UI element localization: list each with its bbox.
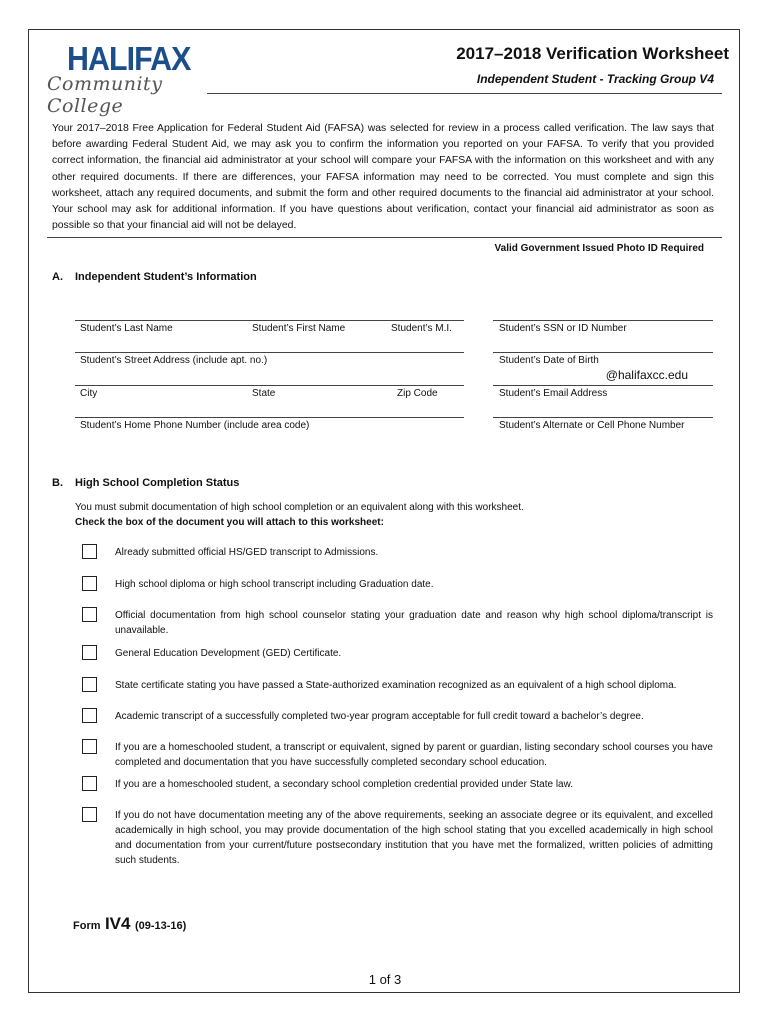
first-name-label: Student’s First Name <box>252 323 346 334</box>
page-number: 1 of 3 <box>368 972 402 987</box>
section-b-instruction: You must submit documentation of high school completion or an equivalent along with this worksheet. <box>75 502 524 513</box>
email-field-line[interactable] <box>493 385 713 386</box>
alt-phone-field-line[interactable] <box>493 417 713 418</box>
option-label: High school diploma or high school transcript including Graduation date. <box>115 579 434 590</box>
state-label: State <box>252 388 276 399</box>
form-code: IV4 <box>104 914 131 933</box>
zip-label: Zip Code <box>397 388 438 399</box>
address-label: Student’s Street Address (include apt. no.) <box>80 355 268 366</box>
address-field-line[interactable] <box>75 352 464 353</box>
option-label: If you are a homeschooled student, a secondary school completion credential provided under State law. <box>115 779 574 790</box>
section-a-letter: A. <box>52 271 63 283</box>
city-field-line[interactable] <box>75 385 464 386</box>
dob-field-line[interactable] <box>493 352 713 353</box>
email-domain-value: @halifaxcc.edu <box>605 368 688 382</box>
option-checkbox[interactable] <box>82 708 97 723</box>
last-name-label: Student’s Last Name <box>80 323 173 334</box>
page-subtitle: Independent Student - Tracking Group V4 <box>476 72 714 86</box>
city-label: City <box>80 388 98 399</box>
page-title: 2017–2018 Verification Worksheet <box>456 44 729 63</box>
intro-divider <box>47 237 722 238</box>
section-b-letter: B. <box>52 477 63 489</box>
section-b-check-instruction: Check the box of the document you will attach to this worksheet: <box>75 517 384 528</box>
dob-label: Student’s Date of Birth <box>499 355 599 366</box>
option-label: State certificate stating you have passed a State-authorized examination recognized as an equivalent of a high school diploma. <box>115 680 677 691</box>
option-label: Official documentation from high school counselor stating your graduation date and reason why high school diploma/transcript is unavailable. <box>115 610 713 636</box>
college-logo <box>47 40 207 117</box>
option-label: Already submitted official HS/GED transcript to Admissions. <box>115 547 379 558</box>
option-checkbox[interactable] <box>82 776 97 791</box>
logo-script-text: Community College <box>47 73 163 117</box>
option-label: If you are a homeschooled student, a transcript or equivalent, signed by parent or guardian, listing secondary school courses you have completed and documentation that you have successfully completed secondary school education. <box>115 742 713 768</box>
option-checkbox[interactable] <box>82 576 97 591</box>
ssn-label: Student’s SSN or ID Number <box>499 323 627 334</box>
option-checkbox[interactable] <box>82 645 97 660</box>
email-label: Student’s Email Address <box>499 388 608 399</box>
photo-id-note: Valid Government Issued Photo ID Required <box>494 243 704 254</box>
option-checkbox[interactable] <box>82 677 97 692</box>
option-checkbox[interactable] <box>82 607 97 622</box>
header-divider <box>207 93 722 94</box>
option-label: Academic transcript of a successfully completed two-year program acceptable for full credit toward a bachelor’s degree. <box>115 711 644 722</box>
home-phone-field-line[interactable] <box>75 417 464 418</box>
home-phone-label: Student’s Home Phone Number (include area code) <box>80 420 310 431</box>
section-b-title: High School Completion Status <box>75 477 240 489</box>
option-checkbox[interactable] <box>82 807 97 822</box>
ssn-field-line[interactable] <box>493 320 713 321</box>
option-label: If you do not have documentation meeting any of the above requirements, seeking an associate degree or its equivalent, and excelled academically in high school, you may provide documentation of the high school stating that you excelled academically in high school and documentation from your current/future postsecondary institution that you have met the formalized, written policies of admitting such students. <box>115 810 713 866</box>
alt-phone-label: Student’s Alternate or Cell Phone Number <box>499 420 685 431</box>
intro-paragraph: Your 2017–2018 Free Application for Federal Student Aid (FAFSA) was selected for review in a process called verification. The law says that before awarding Federal Student Aid, we may ask you to confirm the information you reported on your FAFSA. To verify that you provided correct information, the financial aid administrator at your school will compare your FAFSA with the information on this worksheet and with any other required documents. If there are differences, your FAFSA information may need to be corrected. You must complete and sign this worksheet, attach any required documents, and submit the form and other required documents to the financial aid administrator at your school. Your school may ask for additional information. If you have questions about verification, contact your financial aid administrator as soon as possible so that your financial aid will not be delayed. <box>52 123 714 232</box>
option-checkbox[interactable] <box>82 739 97 754</box>
name-field-line[interactable] <box>75 320 464 321</box>
option-checkbox[interactable] <box>82 544 97 559</box>
section-a-title: Independent Student’s Information <box>75 271 257 283</box>
form-date: (09-13-16) <box>134 920 187 932</box>
logo-wordmark: HALIFAX <box>67 40 191 77</box>
form-identifier <box>73 914 186 934</box>
option-label: General Education Development (GED) Certificate. <box>115 648 342 659</box>
form-label: Form <box>73 920 101 932</box>
mi-label: Student’s M.I. <box>391 323 452 334</box>
